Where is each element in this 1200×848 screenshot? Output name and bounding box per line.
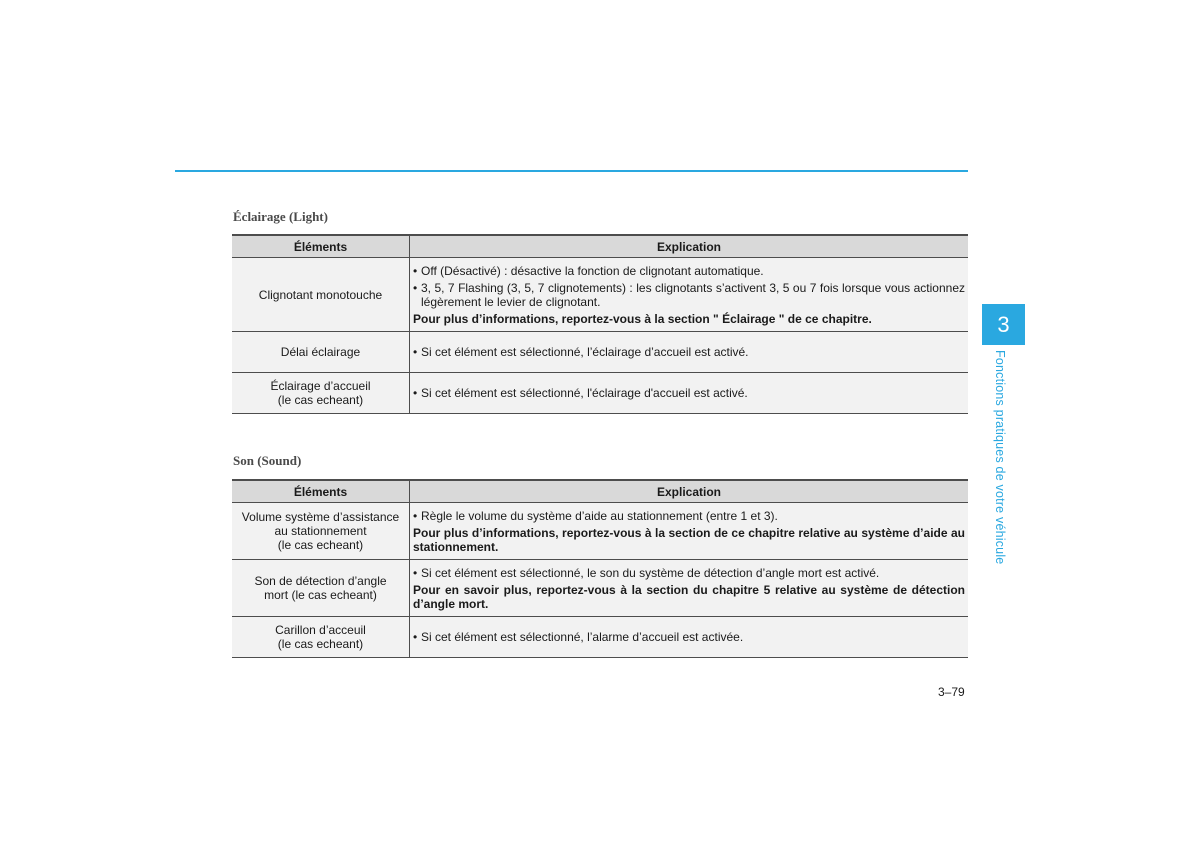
table-row [232,617,968,658]
bullet-item: • Si cet élément est sélectionné, l’alarme d’accueil est activée. [413,630,744,644]
column-header-elements: Éléments [232,480,410,503]
table-row [232,332,968,373]
column-header-elements: Éléments [232,235,410,258]
explication-cell [410,560,969,617]
chapter-number-tab: 3 [982,304,1025,345]
item-cell: Délai éclairage [232,332,410,373]
reference-note: Pour plus d’informations, reportez-vous à la section de ce chapitre relative au système d’aide au stationnement. [413,525,965,554]
light-section-title: Éclairage (Light) [233,209,328,224]
column-header-explication: Explication [410,235,969,258]
bullet-item: • Si cet élément est sélectionné, l’éclairage d’accueil est activé. [413,345,749,359]
bullet-item: • Si cet élément est sélectionné, l'éclairage d'accueil est activé. [413,386,748,400]
table-row [232,373,968,414]
explication-cell [410,503,969,560]
explication-cell [410,617,969,658]
reference-note: Pour plus d’informations, reportez-vous à la section " Éclairage " de ce chapitre. [413,311,872,326]
column-header-explication: Explication [410,480,969,503]
item-cell: Clignotant monotouche [232,258,410,332]
reference-note: Pour en savoir plus, reportez-vous à la section du chapitre 5 relative au système de détection d’angle mort. [413,582,965,611]
page-number: 3–79 [938,685,965,699]
bullet-item: • Off (Désactivé) : désactive la fonction de clignotant automatique. [413,263,764,278]
item-cell: Carillon d’acceuil (le cas echeant) [232,617,410,658]
chapter-title: Fonctions pratiques de votre véhicule [993,350,1007,565]
sound-settings-table [232,479,968,658]
item-cell: Son de détection d’angle mort (le cas echeant) [232,560,410,617]
table-row [232,503,968,560]
table-header-row [232,235,968,258]
bullet-item: • Règle le volume du système d’aide au stationnement (entre 1 et 3). [413,508,778,523]
item-cell: Éclairage d’accueil (le cas echeant) [232,373,410,414]
header-rule [175,170,968,172]
bullet-item: • 3, 5, 7 Flashing (3, 5, 7 clignotements) : les clignotants s’activent 3, 5 ou 7 fois lorsque vous actionnez légèrement le levier de clignotant. [413,280,965,309]
bullet-item: • Si cet élément est sélectionné, le son du système de détection d’angle mort est activé. [413,565,880,580]
explication-cell [410,332,969,373]
sound-section-title: Son (Sound) [233,453,302,468]
light-settings-table [232,234,968,414]
explication-cell [410,373,969,414]
item-cell: Volume système d’assistance au stationnement (le cas echeant) [232,503,410,560]
explication-cell [410,258,969,332]
table-row [232,560,968,617]
table-header-row [232,480,968,503]
table-row [232,258,968,332]
